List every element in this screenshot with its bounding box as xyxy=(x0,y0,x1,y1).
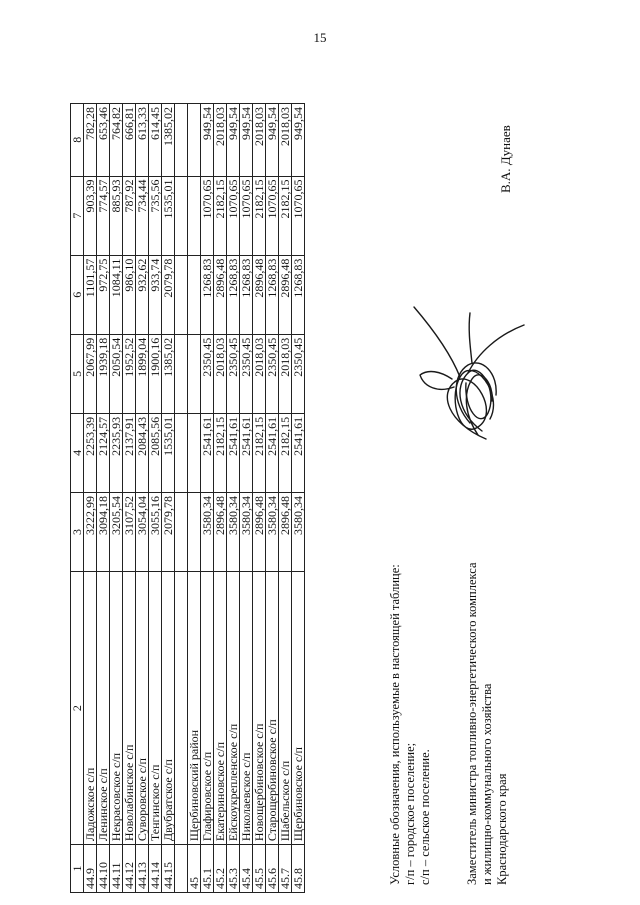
value-cell: 1952,52 xyxy=(123,334,136,413)
value-cell xyxy=(188,104,201,177)
row-number-cell: 44.9 xyxy=(84,845,97,893)
row-number-cell: 44.15 xyxy=(162,845,175,893)
signer-position-line: Заместитель министра топливно-энергетического комплекса xyxy=(465,562,479,885)
value-cell: 2541,61 xyxy=(240,413,253,492)
tariff-table xyxy=(70,103,305,893)
settlement-name-cell: Тенгинское с/п xyxy=(149,572,162,845)
value-cell: 1070,65 xyxy=(266,176,279,255)
table-row xyxy=(240,104,253,893)
value-cell: 764,82 xyxy=(110,104,123,177)
value-cell: 1070,65 xyxy=(227,176,240,255)
value-cell: 2350,45 xyxy=(266,334,279,413)
value-cell: 2541,61 xyxy=(201,413,214,492)
settlement-name-cell: Новощербиновское с/п xyxy=(253,572,266,845)
value-cell: 2182,15 xyxy=(214,413,227,492)
settlement-name-cell: Ейскоукрепленское с/п xyxy=(227,572,240,845)
value-cell: 1268,83 xyxy=(240,255,253,334)
column-header-cell: 8 xyxy=(71,104,84,177)
value-cell: 2350,45 xyxy=(240,334,253,413)
table-row xyxy=(201,104,214,893)
settlement-name-cell: Старощербиновское с/п xyxy=(266,572,279,845)
value-cell xyxy=(175,255,188,334)
value-cell: 2896,48 xyxy=(253,492,266,571)
value-cell: 2896,48 xyxy=(253,255,266,334)
value-cell: 3580,34 xyxy=(266,492,279,571)
row-number-cell: 45.5 xyxy=(253,845,266,893)
value-cell: 1268,83 xyxy=(292,255,305,334)
value-cell: 2018,03 xyxy=(214,104,227,177)
table-row xyxy=(292,104,305,893)
table-row xyxy=(227,104,240,893)
value-cell xyxy=(188,413,201,492)
row-number-cell: 44.13 xyxy=(136,845,149,893)
value-cell: 949,54 xyxy=(292,104,305,177)
value-cell: 2124,57 xyxy=(97,413,110,492)
value-cell: 3580,34 xyxy=(227,492,240,571)
value-cell: 903,39 xyxy=(84,176,97,255)
value-cell: 2541,61 xyxy=(292,413,305,492)
table-row xyxy=(123,104,136,893)
value-cell: 735,56 xyxy=(149,176,162,255)
table-row xyxy=(110,104,123,893)
row-number-cell: 45.6 xyxy=(266,845,279,893)
value-cell: 2350,45 xyxy=(201,334,214,413)
table-row xyxy=(136,104,149,893)
value-cell: 1535,01 xyxy=(162,413,175,492)
column-header-cell: 5 xyxy=(71,334,84,413)
value-cell: 2896,48 xyxy=(279,255,292,334)
value-cell: 3580,34 xyxy=(240,492,253,571)
value-cell: 2084,43 xyxy=(136,413,149,492)
value-cell: 949,54 xyxy=(227,104,240,177)
value-cell xyxy=(188,492,201,571)
value-cell: 1385,02 xyxy=(162,104,175,177)
table-row xyxy=(279,104,292,893)
value-cell xyxy=(175,492,188,571)
value-cell: 782,28 xyxy=(84,104,97,177)
value-cell: 932,62 xyxy=(136,255,149,334)
value-cell: 2018,03 xyxy=(279,334,292,413)
column-header-cell: 1 xyxy=(71,845,84,893)
value-cell: 2896,48 xyxy=(214,255,227,334)
value-cell: 614,45 xyxy=(149,104,162,177)
legend xyxy=(388,564,433,885)
table-spacer-row xyxy=(175,104,188,893)
value-cell xyxy=(188,255,201,334)
value-cell xyxy=(175,104,188,177)
value-cell xyxy=(175,413,188,492)
legend-item-rural: с/п – сельское поселение. xyxy=(418,749,432,885)
value-cell: 1084,11 xyxy=(110,255,123,334)
settlement-name-cell: Екатериновское с/п xyxy=(214,572,227,845)
table-row xyxy=(253,104,266,893)
settlement-name-cell: Щербиновский район xyxy=(188,572,201,845)
value-cell: 949,54 xyxy=(240,104,253,177)
value-cell: 1535,01 xyxy=(162,176,175,255)
value-cell: 3055,16 xyxy=(149,492,162,571)
value-cell: 2253,39 xyxy=(84,413,97,492)
settlement-name-cell: Николаевское с/п xyxy=(240,572,253,845)
value-cell: 2085,56 xyxy=(149,413,162,492)
value-cell: 933,74 xyxy=(149,255,162,334)
legend-intro: Условные обозначения, используемые в настоящей таблице: xyxy=(388,564,402,885)
table-row xyxy=(149,104,162,893)
value-cell xyxy=(188,176,201,255)
settlement-name-cell: Ленинское с/п xyxy=(97,572,110,845)
value-cell: 3054,04 xyxy=(136,492,149,571)
value-cell xyxy=(188,334,201,413)
value-cell: 2896,48 xyxy=(214,492,227,571)
settlement-name-cell: Глафировское с/п xyxy=(201,572,214,845)
page-number: 15 xyxy=(313,30,327,45)
value-cell: 949,54 xyxy=(201,104,214,177)
value-cell: 1070,65 xyxy=(292,176,305,255)
value-cell: 3205,54 xyxy=(110,492,123,571)
value-cell: 885,93 xyxy=(110,176,123,255)
table-row xyxy=(84,104,97,893)
table-row xyxy=(97,104,110,893)
value-cell: 1939,18 xyxy=(97,334,110,413)
settlement-name-cell: Ладожское с/п xyxy=(84,572,97,845)
value-cell: 2182,15 xyxy=(253,176,266,255)
value-cell: 986,10 xyxy=(123,255,136,334)
value-cell: 2350,45 xyxy=(227,334,240,413)
table-header-row xyxy=(71,104,84,893)
value-cell: 2018,03 xyxy=(214,334,227,413)
table-row xyxy=(266,104,279,893)
row-number-cell: 45.4 xyxy=(240,845,253,893)
value-cell: 2050,54 xyxy=(110,334,123,413)
value-cell: 3580,34 xyxy=(201,492,214,571)
value-cell: 2018,03 xyxy=(253,104,266,177)
settlement-name-cell: Новолабинское с/п xyxy=(123,572,136,845)
handwritten-signature xyxy=(408,303,528,453)
settlement-name-cell: Некрасовское с/п xyxy=(110,572,123,845)
row-number-cell: 44.10 xyxy=(97,845,110,893)
value-cell: 2235,93 xyxy=(110,413,123,492)
value-cell: 1268,83 xyxy=(266,255,279,334)
value-cell: 2182,15 xyxy=(279,413,292,492)
settlement-name-cell: Шабельское с/п xyxy=(279,572,292,845)
settlement-name-cell: Щербиновское с/п xyxy=(292,572,305,845)
column-header-cell: 6 xyxy=(71,255,84,334)
settlement-name-cell: Суворовское с/п xyxy=(136,572,149,845)
value-cell: 2896,48 xyxy=(279,492,292,571)
value-cell: 2018,03 xyxy=(279,104,292,177)
row-number-cell: 45.3 xyxy=(227,845,240,893)
signer-name: В.А. Дунаев xyxy=(498,125,513,193)
value-cell: 1268,83 xyxy=(227,255,240,334)
value-cell: 2018,03 xyxy=(253,334,266,413)
value-cell: 1070,65 xyxy=(240,176,253,255)
rotated-document-body xyxy=(70,83,615,893)
value-cell: 3107,52 xyxy=(123,492,136,571)
settlement-name-cell: Двубратское с/п xyxy=(162,572,175,845)
value-cell: 1268,83 xyxy=(201,255,214,334)
value-cell: 2182,15 xyxy=(253,413,266,492)
value-cell: 2350,45 xyxy=(292,334,305,413)
value-cell: 2067,99 xyxy=(84,334,97,413)
value-cell: 666,81 xyxy=(123,104,136,177)
row-number-cell: 44.14 xyxy=(149,845,162,893)
row-number-cell: 45.8 xyxy=(292,845,305,893)
row-number-cell: 45.1 xyxy=(201,845,214,893)
value-cell: 2182,15 xyxy=(279,176,292,255)
legend-item-urban: г/п – городское поселение; xyxy=(403,742,417,885)
row-number-cell: 45.7 xyxy=(279,845,292,893)
value-cell: 774,57 xyxy=(97,176,110,255)
table-row xyxy=(214,104,227,893)
value-cell: 3580,34 xyxy=(292,492,305,571)
value-cell: 2541,61 xyxy=(266,413,279,492)
value-cell: 787,92 xyxy=(123,176,136,255)
value-cell xyxy=(175,176,188,255)
value-cell: 2137,91 xyxy=(123,413,136,492)
value-cell: 2079,78 xyxy=(162,492,175,571)
column-header-cell: 4 xyxy=(71,413,84,492)
signer-position-line: Краснодарского края xyxy=(495,773,509,885)
value-cell: 2541,61 xyxy=(227,413,240,492)
value-cell: 972,75 xyxy=(97,255,110,334)
value-cell: 2079,78 xyxy=(162,255,175,334)
value-cell: 653,46 xyxy=(97,104,110,177)
signer-position xyxy=(465,562,510,885)
value-cell: 1899,04 xyxy=(136,334,149,413)
value-cell: 734,44 xyxy=(136,176,149,255)
column-header-cell: 7 xyxy=(71,176,84,255)
value-cell: 2182,15 xyxy=(214,176,227,255)
row-number-cell: 45.2 xyxy=(214,845,227,893)
value-cell: 1101,57 xyxy=(84,255,97,334)
value-cell: 1900,16 xyxy=(149,334,162,413)
value-cell: 3222,99 xyxy=(84,492,97,571)
row-number-cell: 44.12 xyxy=(123,845,136,893)
row-number-cell: 44.11 xyxy=(110,845,123,893)
value-cell: 1385,02 xyxy=(162,334,175,413)
column-header-cell: 3 xyxy=(71,492,84,571)
value-cell: 3094,18 xyxy=(97,492,110,571)
table-row xyxy=(188,104,201,893)
value-cell: 949,54 xyxy=(266,104,279,177)
value-cell xyxy=(175,334,188,413)
row-number-cell: 45 xyxy=(188,845,201,893)
table-row xyxy=(162,104,175,893)
column-header-cell: 2 xyxy=(71,572,84,845)
value-cell: 1070,65 xyxy=(201,176,214,255)
row-number-cell xyxy=(175,845,188,893)
settlement-name-cell xyxy=(175,572,188,845)
value-cell: 613,33 xyxy=(136,104,149,177)
signer-position-line: и жилищно-коммунального хозяйства xyxy=(480,683,494,885)
